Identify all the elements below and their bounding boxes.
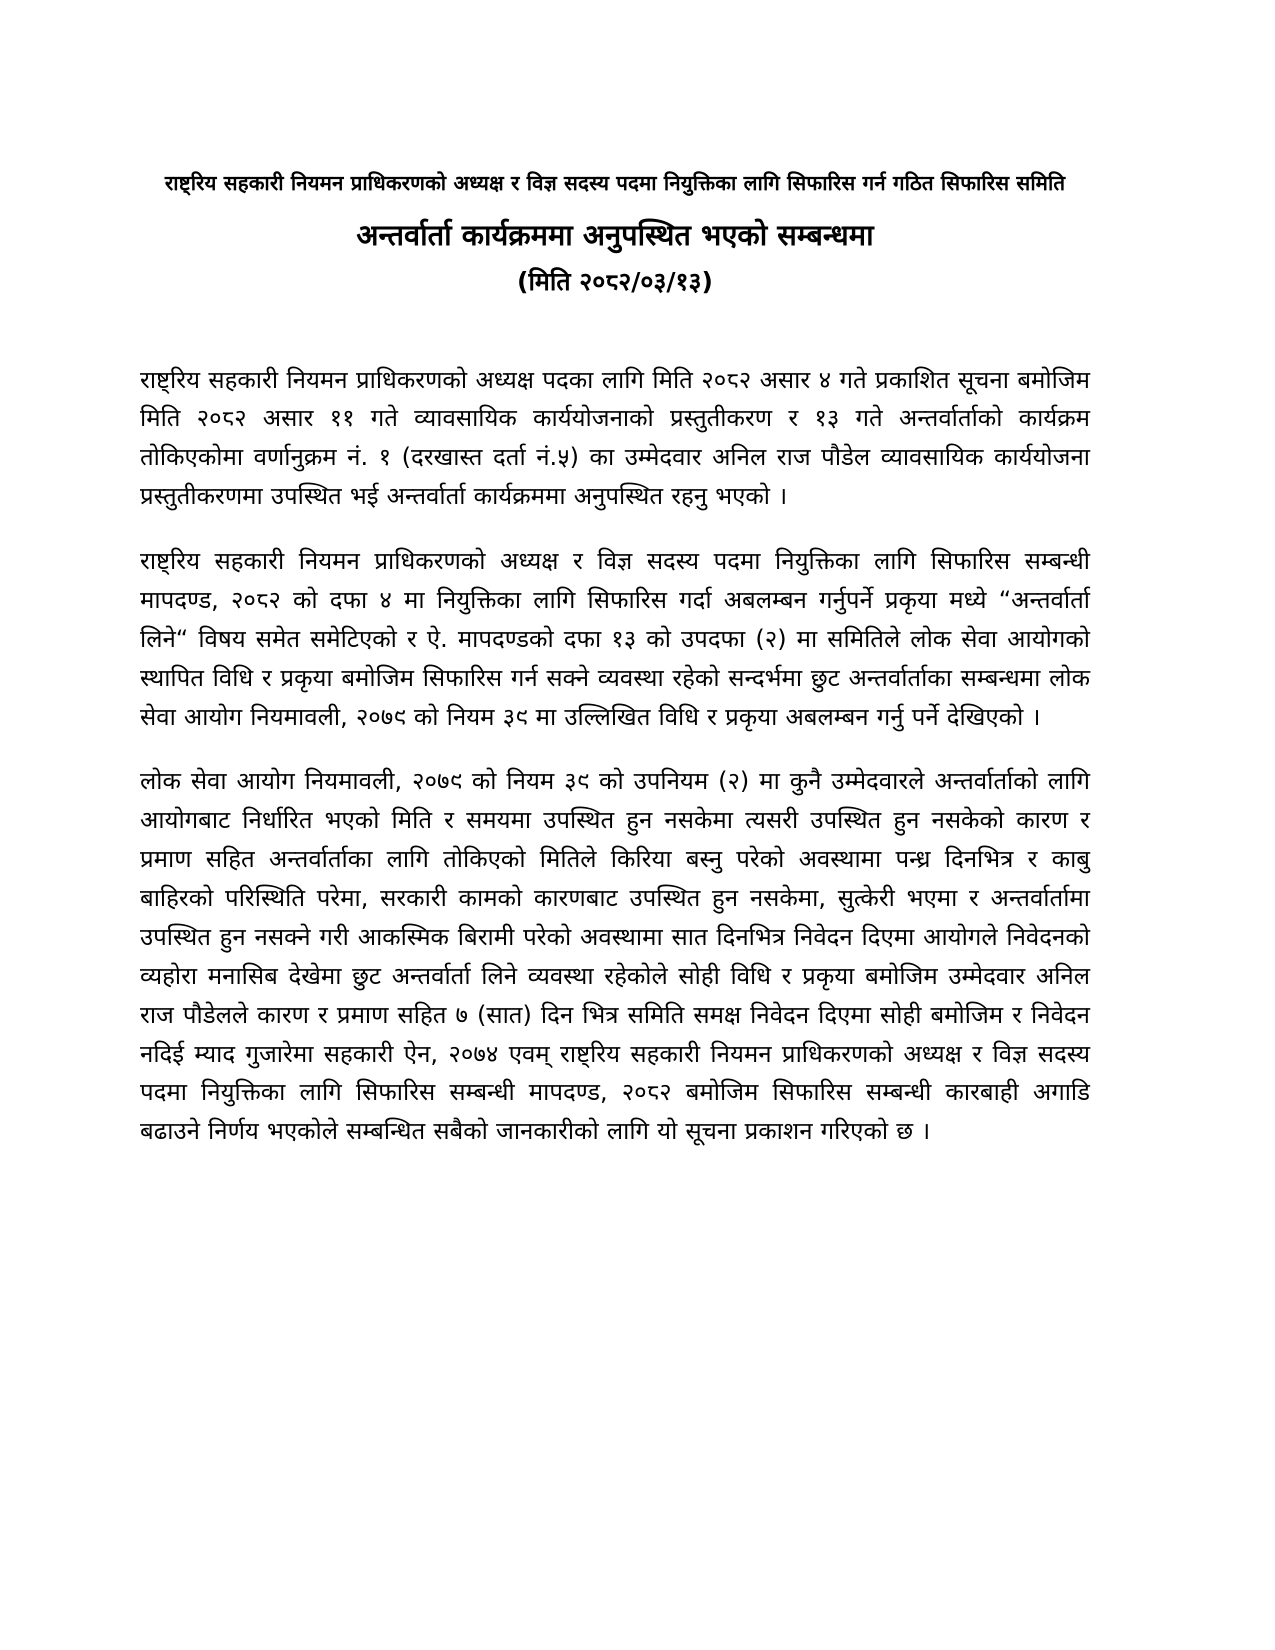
body-paragraph: लोक सेवा आयोग नियमावली, २०७९ को नियम ३९ को उपनियम (२) मा कुनै उम्मेदवारले अन्तर्वार्ताको लागि आयोगबाट निर्धारित भएको मिति र समयमा उपस्थित हुन नसकेमा त्यसरी उपस्थित हुन नसकेको कारण र प्रमाण सहित अन्तर्वार्ताका लागि तोकिएको मितिले किरिया बस्नु परेको अवस्थामा पन्ध्र दिनभित्र र काबु बाहिरको परिस्थिति परेमा, सरकारी कामको कारणबाट उपस्थित हुन नसकेमा, सुत्केरी भएमा र अन्तर्वार्तामा उपस्थित हुन नसक्ने गरी आकस्मिक बिरामी परेको अवस्थामा सात दिनभित्र निवेदन दिएमा आयोगले निवेदनको व्यहोरा मनासिब देखेमा छुट अन्तर्वार्ता लिने व्यवस्था रहेकोले सोही विधि र प्रकृया बमोजिम उम्मेदवार अनिल राज पौडेलले कारण र प्रमाण सहित ७ (सात) दिन भित्र समिति समक्ष निवेदन दिएमा सोही बमोजिम र निवेदन नदिई म्याद गुजारेमा सहकारी ऐन, २०७४ एवम् राष्ट्रिय सहकारी नियमन प्राधिकरणको अध्यक्ष र विज्ञ सदस्य पदमा नियुक्तिका लागि सिफारिस सम्बन्धी मापदण्ड, २०८२ बमोजिम सिफारिस सम्बन्धी कारबाही अगाडि बढाउने निर्णय भएकोले सम्बन्धित सबैको जानकारीको लागि यो सूचना प्रकाशन गरिएको छ ।: [140, 767, 1090, 1146]
committee-header: राष्ट्रिय सहकारी नियमन प्राधिकरणको अध्यक्ष र विज्ञ सदस्य पदमा नियुक्तिका लागि सिफारिस गर्न गठित सिफारिस समिति: [164, 171, 1066, 195]
document-body: [140, 361, 1090, 1152]
body-paragraph: राष्ट्रिय सहकारी नियमन प्राधिकरणको अध्यक्ष र विज्ञ सदस्य पदमा नियुक्तिका लागि सिफारिस सम्बन्धी मापदण्ड, २०८२ को दफा ४ मा नियुक्तिका लागि सिफारिस गर्दा अबलम्बन गर्नुपर्ने प्रकृया मध्ये “अन्तर्वार्ता लिने“ विषय समेत समेटिएको र ऐ. मापदण्डको दफा १३ को उपदफा (२) मा समितिले लोक सेवा आयोगको स्थापित विधि र प्रकृया बमोजिम सिफारिस गर्न सक्ने व्यवस्था रहेको सन्दर्भमा छुट अन्तर्वार्ताका सम्बन्धमा लोक सेवा आयोग नियमावली, २०७९ को नियम ३९ मा उल्लिखित विधि र प्रकृया अबलम्बन गर्नु पर्ने देखिएको ।: [140, 547, 1090, 731]
page-title: अन्तर्वार्ता कार्यक्रममा अनुपस्थित भएको सम्बन्धमा: [356, 217, 874, 252]
body-paragraph: राष्ट्रिय सहकारी नियमन प्राधिकरणको अध्यक्ष पदका लागि मिति २०८२ असार ४ गते प्रकाशित सूचना बमोजिम मिति २०८२ असार ११ गते व्यावसायिक कार्ययोजनाको प्रस्तुतीकरण र १३ गते अन्तर्वार्ताको कार्यक्रम तोकिएकोमा वर्णानुक्रम नं. १ (दरखास्त दर्ता नं.५) का उम्मेदवार अनिल राज पौडेल व्यावसायिक कार्ययोजना प्रस्तुतीकरणमा उपस्थित भई अन्तर्वार्ता कार्यक्रममा अनुपस्थित रहनु भएको ।: [140, 365, 1090, 511]
notice-date: (मिति २०८२/०३/१३): [517, 266, 713, 296]
